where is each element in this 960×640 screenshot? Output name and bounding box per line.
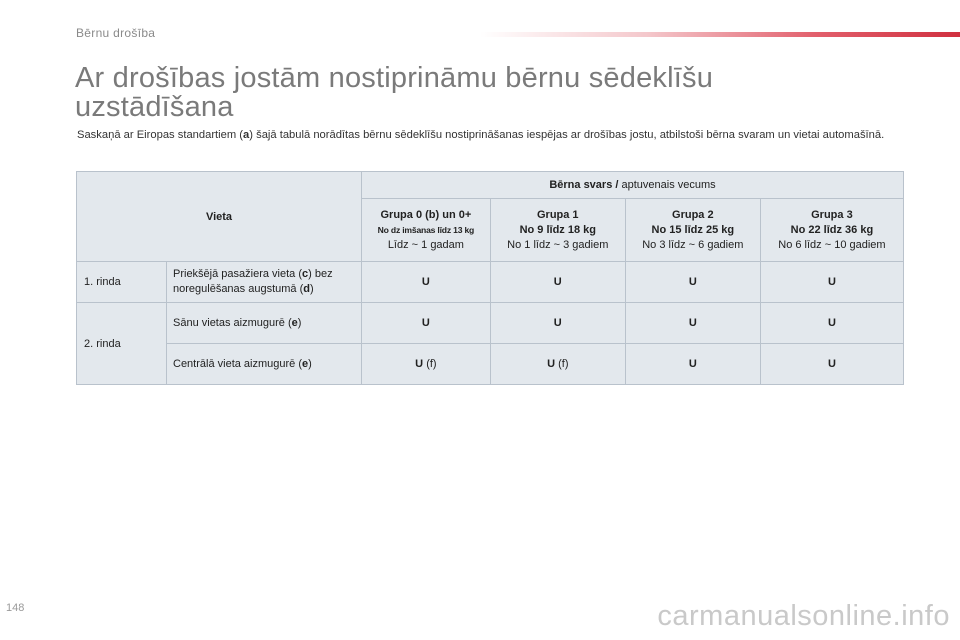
col-header-svars: Bērna svars / aptuvenais vecums [362,172,904,199]
group-header-1: Grupa 1 No 9 līdz 18 kg No 1 līdz ~ 3 gadiem [490,199,625,262]
group-header-0: Grupa 0 (b) un 0+ No dz imšanas līdz 13 kg Līdz ~ 1 gadam [362,199,491,262]
watermark: carmanualsonline.info [657,600,950,632]
seat-label: Sānu vietas aizmugurē (e) [167,303,362,344]
cell-value: U [490,262,625,303]
row-label: 2. rinda [77,303,167,385]
cell-value: U [625,303,760,344]
child-seat-table [76,171,904,385]
cell-note: (f) [426,358,437,370]
cell-value: U [625,262,760,303]
cell-value: U [490,303,625,344]
cell-value: U (f) [490,344,625,385]
title-line-2: uzstādīšana [75,91,234,123]
page-number: 148 [6,602,25,614]
intro-paragraph: Saskaņā ar Eiropas standartiem (a) šajā tabulā norādītas bērnu sēdeklīšu nostiprināšanas iespējas ar drošības jostu, atbilstoši bērna svaram un vietai automašīnā. [77,129,885,141]
cell-value: U [760,303,903,344]
header-accent-bar [480,32,960,37]
cell-value: U [625,344,760,385]
group-header-2: Grupa 2 No 15 līdz 25 kg No 3 līdz ~ 6 gadiem [625,199,760,262]
header-row-1 [77,172,904,199]
title-line-1: Ar drošības jostām nostiprināmu bērnu sēdeklīšu [75,62,714,94]
cell-value: U [362,303,491,344]
group-header-3: Grupa 3 No 22 līdz 36 kg No 6 līdz ~ 10 gadiem [760,199,903,262]
table-row [77,262,904,303]
row-label: 1. rinda [77,262,167,303]
cell-value: U [362,262,491,303]
page-title [75,64,713,122]
seat-label: Centrālā vieta aizmugurē (e) [167,344,362,385]
col-header-vieta: Vieta [77,172,362,262]
table-row [77,344,904,385]
cell-value: U (f) [362,344,491,385]
section-label: Bērnu drošība [76,26,156,40]
table-row [77,303,904,344]
seat-label: Priekšējā pasažiera vieta (c) bez noregulēšanas augstumā (d) [167,262,362,303]
cell-value: U [760,344,903,385]
cell-note: (f) [558,358,569,370]
cell-value: U [760,262,903,303]
